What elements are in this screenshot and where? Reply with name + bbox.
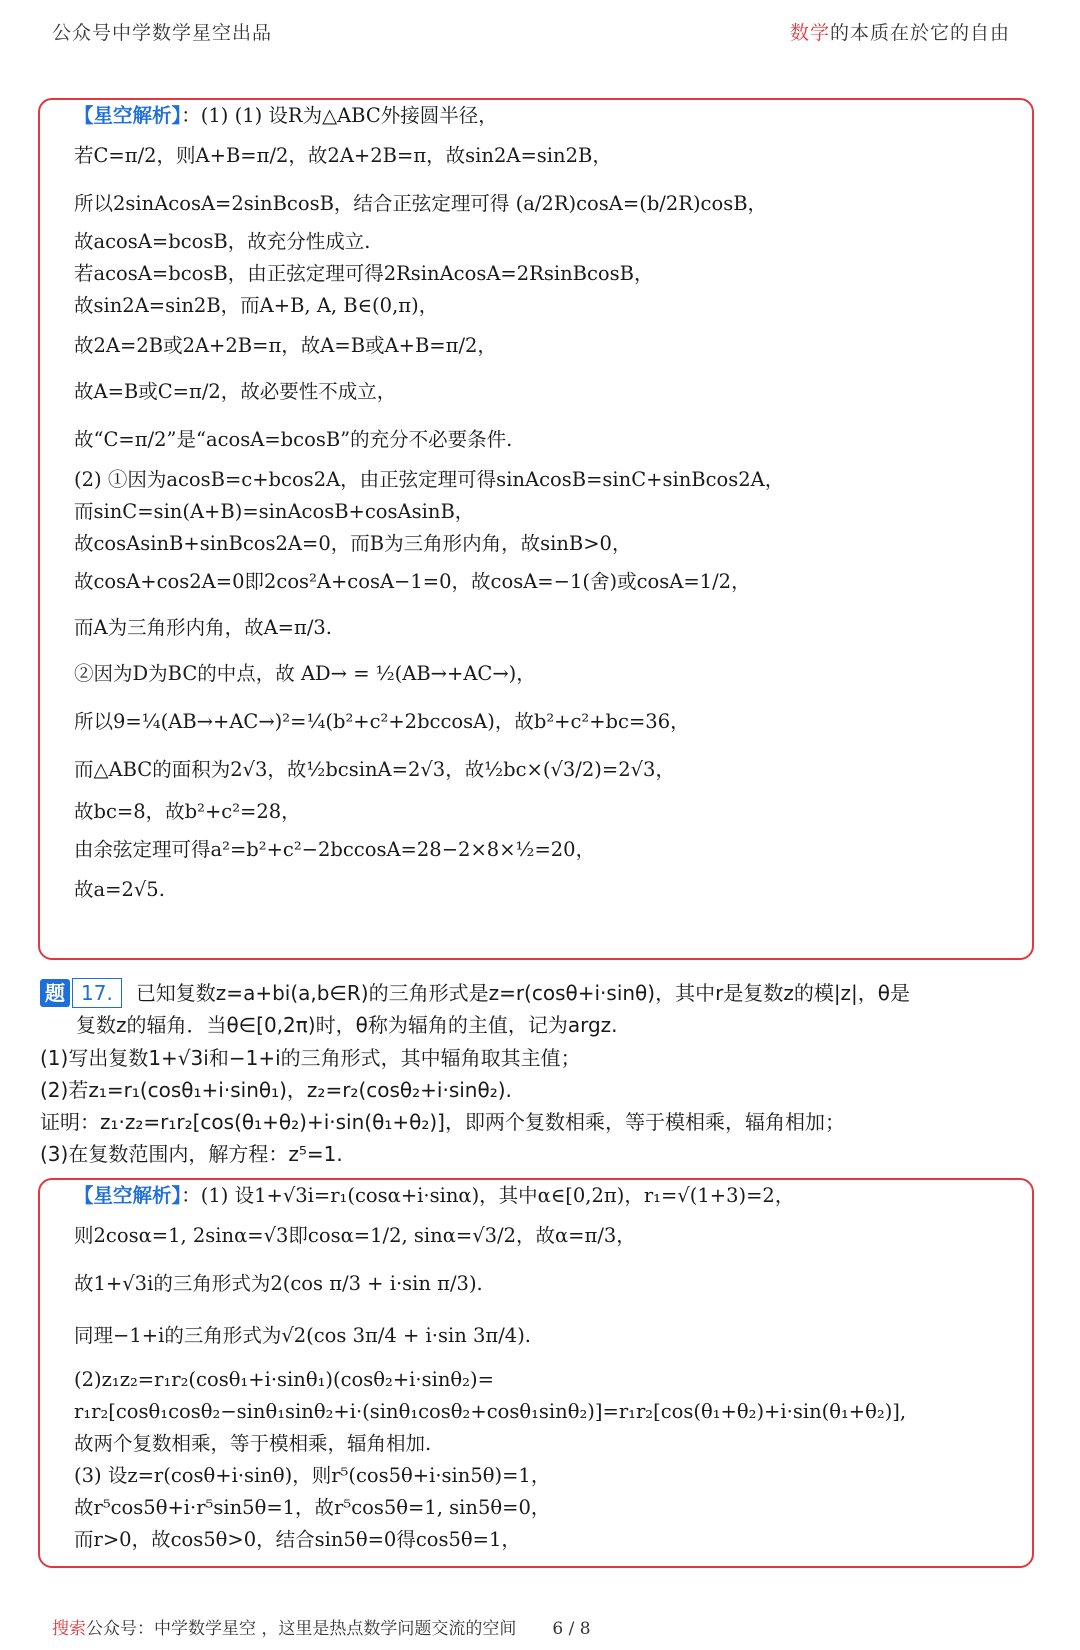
solution-line: 【星空解析】：(1) 设1+√3i=r₁(cosα+i·sinα)，其中α∈[0,2π)，r₁=√(1+3)=2， (74, 1184, 795, 1207)
solution-line: 故r⁵cos5θ+i·r⁵sin5θ=1，故r⁵cos5θ=1, sin5θ=0， (74, 1496, 551, 1519)
header-left: 公众号中学数学星空出品 (52, 22, 273, 44)
question-part-1: (1)写出复数1+√3i和−1+i的三角形式，其中辐角取其主值； (40, 1046, 581, 1070)
header-motto: 的本质在於它的自由 (829, 22, 1010, 44)
solution-line: (2) ①因为acosB=c+bcos2A，由正弦定理可得sinAcosB=sinC+sinBcos2A， (74, 468, 785, 491)
solution-line: 而△ABC的面积为2√3，故½bcsinA=2√3，故½bc×(√3/2)=2√3， (74, 758, 675, 781)
solution-line: 故acosA=bcosB，故充分性成立. (74, 230, 371, 253)
solution-line: 则2cosα=1, 2sinα=√3即cosα=1/2, sinα=√3/2，故α=π/3， (74, 1224, 636, 1247)
header-accent: 数学 (789, 22, 830, 44)
solution-line: 而r>0，故cos5θ>0，结合sin5θ=0得cos5θ=1， (74, 1528, 521, 1551)
header-right (790, 18, 1010, 45)
footer-text: 公众号：中学数学星空 ，这里是热点数学问题交流的空间 (86, 1619, 517, 1639)
solution-box-2 (38, 1178, 1034, 1568)
solution-line: 故2A=2B或2A+2B=π，故A=B或A+B=π/2， (74, 334, 497, 357)
solution-line: 【星空解析】：(1) (1) 设R为△ABC外接圆半径， (74, 104, 498, 127)
question-line: 复数z的辐角．当θ∈[0,2π)时，θ称为辐角的主值，记为argz. (76, 1013, 618, 1037)
question-17-stem: 题 17. 已知复数z=a+bi(a,b∈R)的三角形式是z=r(cosθ+i·sinθ)，其中r是复数z的模|z|，θ是 (40, 978, 910, 1008)
solution-line: 由余弦定理可得a²=b²+c²−2bccosA=28−2×8×½=20， (74, 838, 596, 861)
solution-line: 故1+√3i的三角形式为2(cos π/3 + i·sin π/3). (74, 1272, 483, 1295)
solution-box-1 (38, 98, 1034, 960)
solution-line: 故sin2A=sin2B，而A+B, A, B∈(0,π)， (74, 294, 439, 317)
solution-line: 若acosA=bcosB，由正弦定理可得2RsinAcosA=2RsinBcosB， (74, 262, 654, 285)
solution-tag: 【星空解析】 (74, 104, 182, 127)
solution-line: 所以9=¼(AB→+AC→)²=¼(b²+c²+2bccosA)，故b²+c²+bc=36， (74, 710, 690, 733)
question-number: 17. (72, 978, 122, 1008)
solution-line: 同理−1+i的三角形式为√2(cos 3π/4 + i·sin 3π/4). (74, 1324, 532, 1347)
solution-line: 故bc=8，故b²+c²=28， (74, 800, 301, 823)
solution-line: (2)z₁z₂=r₁r₂(cosθ₁+i·sinθ₁)(cosθ₂+i·sinθ₂)= (74, 1368, 494, 1391)
solution-line: 故两个复数相乘，等于模相乘，辐角相加. (74, 1432, 432, 1455)
footer (52, 1614, 591, 1639)
solution-line: ②因为D为BC的中点，故 AD→ = ½(AB→+AC→)， (74, 662, 536, 685)
solution-line: 故a=2√5. (74, 878, 165, 901)
question-proof: 证明：z₁·z₂=r₁r₂[cos(θ₁+θ₂)+i·sin(θ₁+θ₂)]，即两个复数相乘，等于模相乘，辐角相加； (40, 1110, 845, 1134)
solution-line: 故A=B或C=π/2，故必要性不成立， (74, 380, 397, 403)
solution-tag: 【星空解析】 (74, 1184, 182, 1207)
solution-line: 而sinC=sin(A+B)=sinAcosB+cosAsinB， (74, 500, 475, 523)
solution-line: 故cosAsinB+sinBcos2A=0，而B为三角形内角，故sinB>0， (74, 532, 632, 555)
footer-accent: 搜索 (52, 1619, 86, 1639)
solution-line: 故“C=π/2”是“acosA=bcosB”的充分不必要条件. (74, 428, 513, 451)
page-number: 6 / 8 (552, 1619, 591, 1639)
solution-line: 所以2sinAcosA=2sinBcosB，结合正弦定理可得 (a/2R)cosA=(b/2R)cosB， (74, 192, 768, 215)
question-part-3: (3)在复数范围内，解方程：z⁵=1. (40, 1142, 343, 1166)
solution-line: (3) 设z=r(cosθ+i·sinθ)，则r⁵(cos5θ+i·sin5θ)=1， (74, 1464, 551, 1487)
question-part-2: (2)若z₁=r₁(cosθ₁+i·sinθ₁)，z₂=r₂(cosθ₂+i·sinθ₂). (40, 1078, 512, 1102)
question-badge: 题 (40, 979, 70, 1007)
solution-line: 故cosA+cos2A=0即2cos²A+cosA−1=0，故cosA=−1(舍)或cosA=1/2， (74, 570, 751, 593)
solution-line: r₁r₂[cosθ₁cosθ₂−sinθ₁sinθ₂+i·(sinθ₁cosθ₂+cosθ₁sinθ₂)]=r₁r₂[cos(θ₁+θ₂)+i·sin(θ₁+θ₂)], (74, 1400, 907, 1423)
solution-line: 而A为三角形内角，故A=π/3. (74, 616, 332, 639)
solution-line: 若C=π/2，则A+B=π/2，故2A+2B=π，故sin2A=sin2B， (74, 144, 612, 167)
